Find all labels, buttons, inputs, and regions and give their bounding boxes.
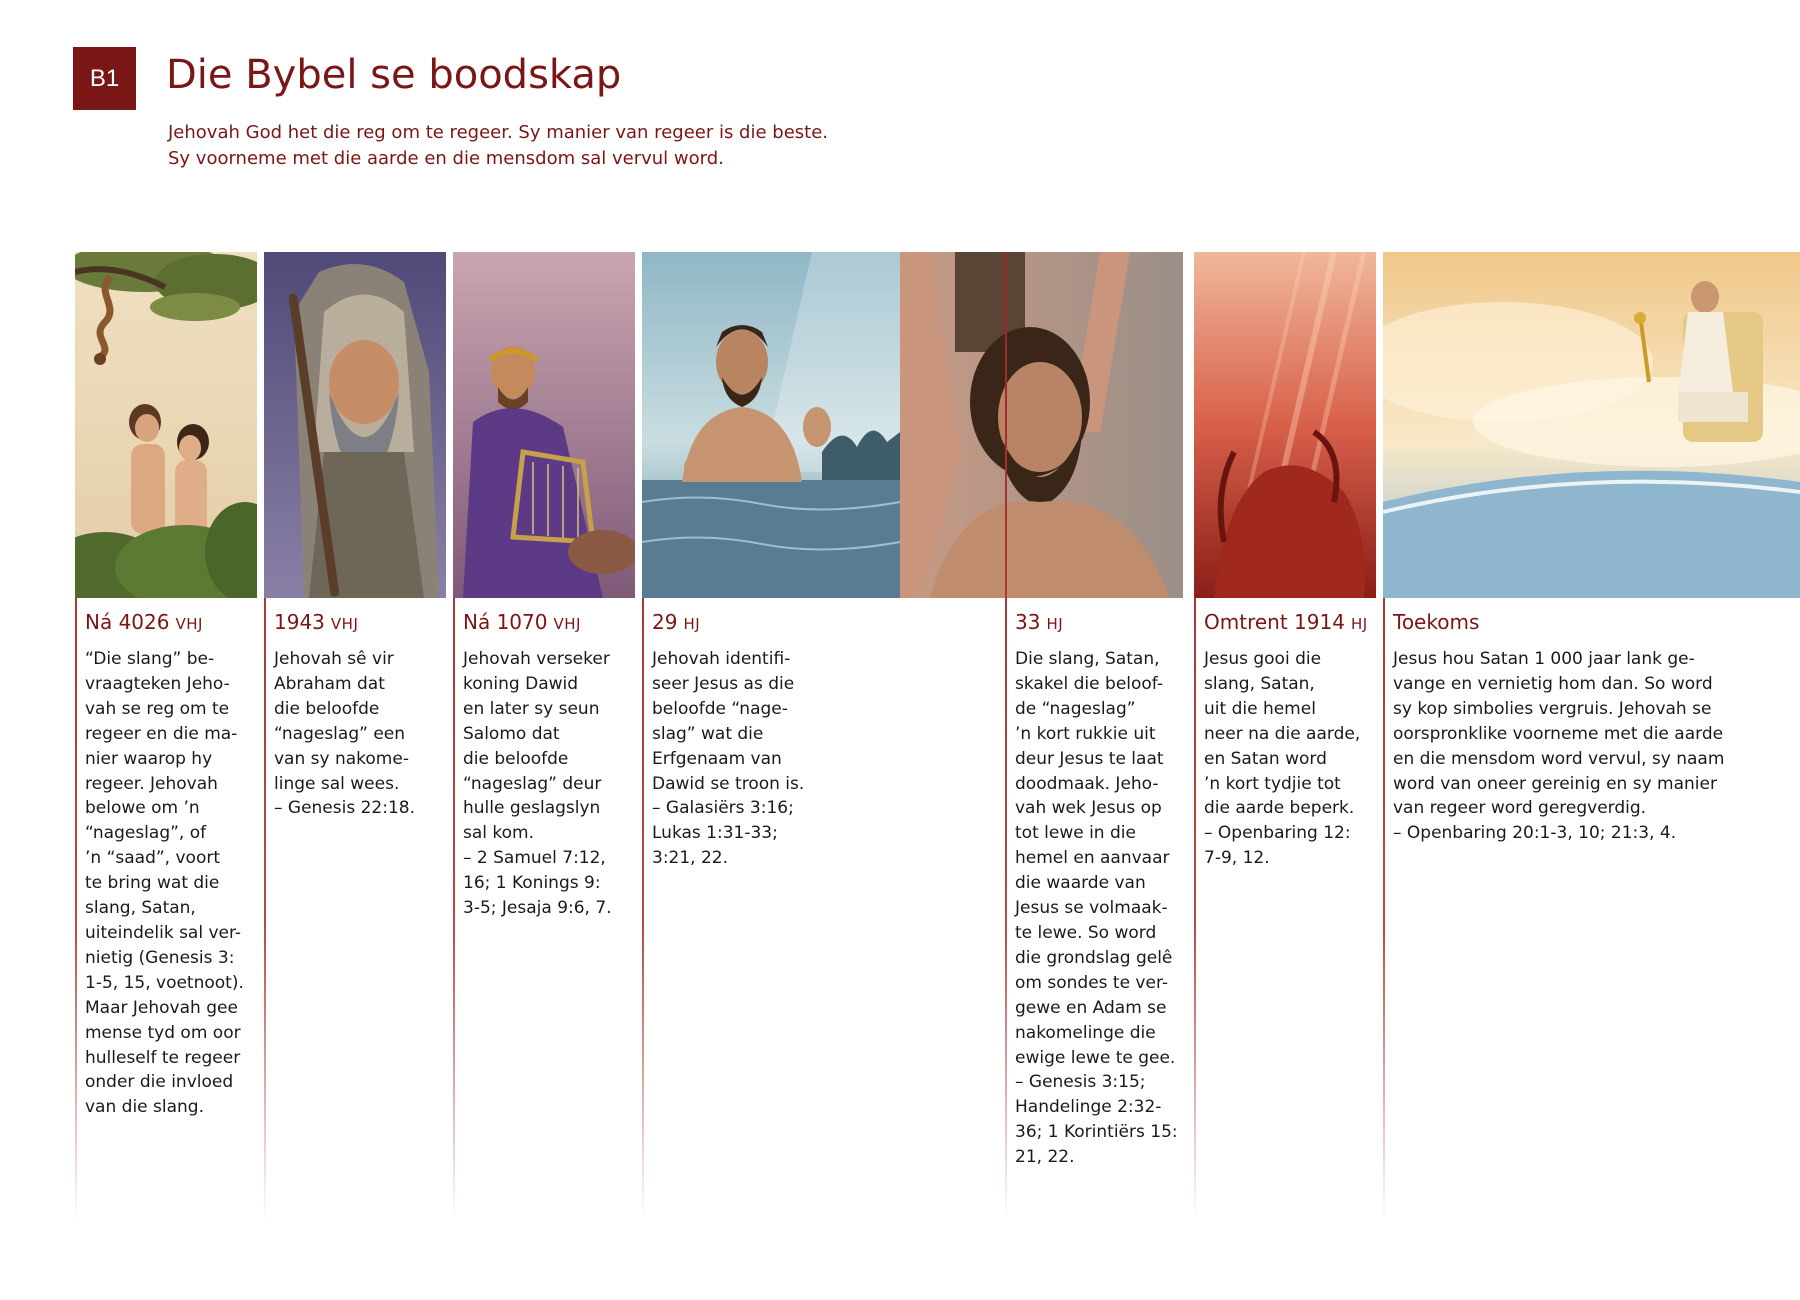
text-line: slang, Satan, xyxy=(85,898,196,919)
entry-era: VHJ xyxy=(175,615,203,633)
entry-era: VHJ xyxy=(553,615,581,633)
text-line: “Die slang” be- xyxy=(85,649,215,669)
text-line: nier waarop hy xyxy=(85,748,213,769)
timeline-entry-eden xyxy=(75,252,257,1220)
entry-year: 29 xyxy=(652,610,678,634)
text-line: oorspronklike voorneme met die aarde xyxy=(1393,723,1724,744)
text-line: die beloofde xyxy=(274,698,380,719)
text-line: – Genesis 3:15; xyxy=(1015,1072,1146,1093)
text-line: Jesus gooi die xyxy=(1204,649,1322,669)
text-line: vraagteken Jeho- xyxy=(85,673,230,694)
text-line: regeer en die ma- xyxy=(85,723,238,744)
text-line: te lewe. So word xyxy=(1015,922,1157,943)
entry-year: Ná 4026 xyxy=(85,610,170,634)
text-line: – Genesis 22:18. xyxy=(274,798,416,819)
text-line: en die mensdom word vervul, sy naam xyxy=(1393,748,1725,769)
text-line: – 2 Samuel 7:12, xyxy=(463,848,606,869)
entry-year: Toekoms xyxy=(1393,610,1480,634)
text-line: hemel en aanvaar xyxy=(1015,848,1170,869)
entry-year: 1943 xyxy=(274,610,325,634)
text-line: die aarde beperk. xyxy=(1204,798,1355,819)
text-line: skakel die beloof- xyxy=(1015,673,1163,694)
text-line: hulleself te regeer xyxy=(85,1047,241,1068)
text-line: sal kom. xyxy=(463,823,535,844)
entry-description xyxy=(85,647,244,1120)
entry-year: Ná 1070 xyxy=(463,610,548,634)
text-line: “nageslag” een xyxy=(274,723,406,744)
text-line: ’n “saad”, voort xyxy=(85,848,221,869)
text-line: – Galasiërs 3:16; xyxy=(652,798,794,819)
text-line: 3-5; Jesaja 9:6, 7. xyxy=(463,898,612,919)
entry-date xyxy=(1393,610,1479,634)
entry-date xyxy=(652,610,700,634)
text-line: Die slang, Satan, xyxy=(1015,649,1160,669)
intro-line: Sy voorneme met die aarde en die mensdom sal vervul word. xyxy=(168,148,724,169)
illustration-eden-serpent xyxy=(75,252,257,598)
text-line: vah wek Jesus op xyxy=(1015,798,1162,819)
text-line: regeer. Jehovah xyxy=(85,773,218,794)
text-line: neer na die aarde, xyxy=(1204,723,1361,744)
text-line: “nageslag” deur xyxy=(463,773,602,794)
text-line: gewe en Adam se xyxy=(1015,997,1167,1018)
intro-line: Jehovah God het die reg om te regeer. Sy manier van regeer is die beste. xyxy=(168,122,829,143)
text-line: slag” wat die xyxy=(652,723,764,744)
text-line: ’n kort tydjie tot xyxy=(1204,773,1341,794)
text-line: uit die hemel xyxy=(1204,698,1316,719)
text-line: deur Jesus te laat xyxy=(1015,748,1164,769)
text-line: word van oneer gereinig en sy manier xyxy=(1393,773,1717,794)
text-line: van sy nakome- xyxy=(274,748,409,769)
illustration-jesus-baptism xyxy=(642,252,900,598)
entry-year: 33 xyxy=(1015,610,1041,634)
text-line: seer Jesus as die xyxy=(652,673,795,694)
text-line: Jehovah identifi- xyxy=(652,649,791,669)
text-line: 36; 1 Korintiërs 15: xyxy=(1015,1122,1178,1143)
timeline-entry-future xyxy=(1383,252,1800,1220)
text-line: slang, Satan, xyxy=(1204,673,1315,694)
entry-date xyxy=(85,610,203,634)
entry-date xyxy=(1015,610,1063,634)
text-line: Jesus se volmaak- xyxy=(1015,898,1168,919)
text-line: “nageslag”, of xyxy=(85,823,207,844)
text-line: tot lewe in die xyxy=(1015,823,1136,844)
entry-era: HJ xyxy=(683,615,701,633)
text-line: de “nageslag” xyxy=(1015,698,1136,719)
text-line: vah se reg om te xyxy=(85,698,230,719)
text-line: hulle geslagslyn xyxy=(463,798,601,819)
text-line: die waarde van xyxy=(1015,873,1146,894)
text-line: beloofde “nage- xyxy=(652,698,788,719)
text-line: koning Dawid xyxy=(463,673,579,694)
text-line: om sondes te ver- xyxy=(1015,972,1168,993)
entry-era: HJ xyxy=(1350,615,1368,633)
text-line: vange en vernietig hom dan. So word xyxy=(1393,673,1713,694)
text-line: Jesus hou Satan 1 000 jaar lank ge- xyxy=(1393,649,1695,669)
text-line: Abraham dat xyxy=(274,673,385,694)
entry-era: HJ xyxy=(1046,615,1064,633)
entry-date xyxy=(463,610,581,634)
timeline-entry-abraham xyxy=(264,252,446,1220)
timeline-entry-ransom xyxy=(1005,252,1187,1220)
entry-description xyxy=(1204,647,1360,871)
section-badge: B1 xyxy=(73,47,136,110)
entry-description xyxy=(652,647,804,871)
entry-era: VHJ xyxy=(330,615,359,633)
text-line: Jehovah verseker xyxy=(463,649,610,669)
text-line: 21, 22. xyxy=(1015,1147,1075,1168)
entry-year: Omtrent 1914 xyxy=(1204,610,1345,634)
text-line: die grondslag gelê xyxy=(1015,947,1173,968)
illustration-king-david-harp xyxy=(453,252,635,598)
text-line: van die slang. xyxy=(85,1097,204,1118)
text-line: die beloofde xyxy=(463,748,569,769)
text-line: Lukas 1:31-33; xyxy=(652,823,778,844)
text-line: en later sy seun xyxy=(463,698,600,719)
text-line: 3:21, 22. xyxy=(652,848,729,869)
text-line: Jehovah sê vir xyxy=(274,649,394,669)
text-line: mense tyd om oor xyxy=(85,1022,241,1043)
timeline-entry-1914 xyxy=(1194,252,1376,1220)
illustration-king-on-throne xyxy=(1383,252,1800,598)
text-line: nakomelinge die xyxy=(1015,1022,1156,1043)
timeline-entry-david xyxy=(453,252,635,1220)
entry-description xyxy=(463,647,612,921)
text-line: en Satan word xyxy=(1204,748,1327,769)
text-line: uiteindelik sal ver- xyxy=(85,922,242,943)
entry-description xyxy=(1015,647,1178,1170)
text-line: sy kop simbolies vergruis. Jehovah se xyxy=(1393,698,1712,719)
entry-date xyxy=(1204,610,1368,634)
entry-date xyxy=(274,610,358,634)
entry-description xyxy=(1393,647,1724,846)
text-line: 1-5, 15, voetnoot). xyxy=(85,972,244,993)
text-line: Salomo dat xyxy=(463,723,560,744)
text-line: Erfgenaam van xyxy=(652,748,782,769)
text-line: Maar Jehovah gee xyxy=(85,997,238,1018)
intro-text xyxy=(168,120,828,172)
illustration-satan-cast-down xyxy=(1194,252,1376,598)
entry-description xyxy=(274,647,415,821)
text-line: van regeer word geregverdig. xyxy=(1393,798,1647,819)
text-line: onder die invloed xyxy=(85,1072,234,1093)
text-line: nietig (Genesis 3: xyxy=(85,947,235,968)
text-line: doodmaak. Jeho- xyxy=(1015,773,1159,794)
text-line: 16; 1 Konings 9: xyxy=(463,873,601,894)
text-line: ewige lewe te gee. xyxy=(1015,1047,1176,1068)
text-line: – Openbaring 12: xyxy=(1204,823,1351,844)
text-line: belowe om ’n xyxy=(85,798,200,819)
text-line: Dawid se troon is. xyxy=(652,773,805,794)
text-line: – Openbaring 20:1-3, 10; 21:3, 4. xyxy=(1393,823,1677,844)
text-line: ’n kort rukkie uit xyxy=(1015,723,1156,744)
text-line: Handelinge 2:32- xyxy=(1015,1097,1162,1118)
text-line: 7-9, 12. xyxy=(1204,848,1270,869)
page-title: Die Bybel se boodskap xyxy=(166,52,622,98)
text-line: te bring wat die xyxy=(85,873,220,894)
illustration-abraham xyxy=(264,252,446,598)
text-line: linge sal wees. xyxy=(274,773,400,794)
